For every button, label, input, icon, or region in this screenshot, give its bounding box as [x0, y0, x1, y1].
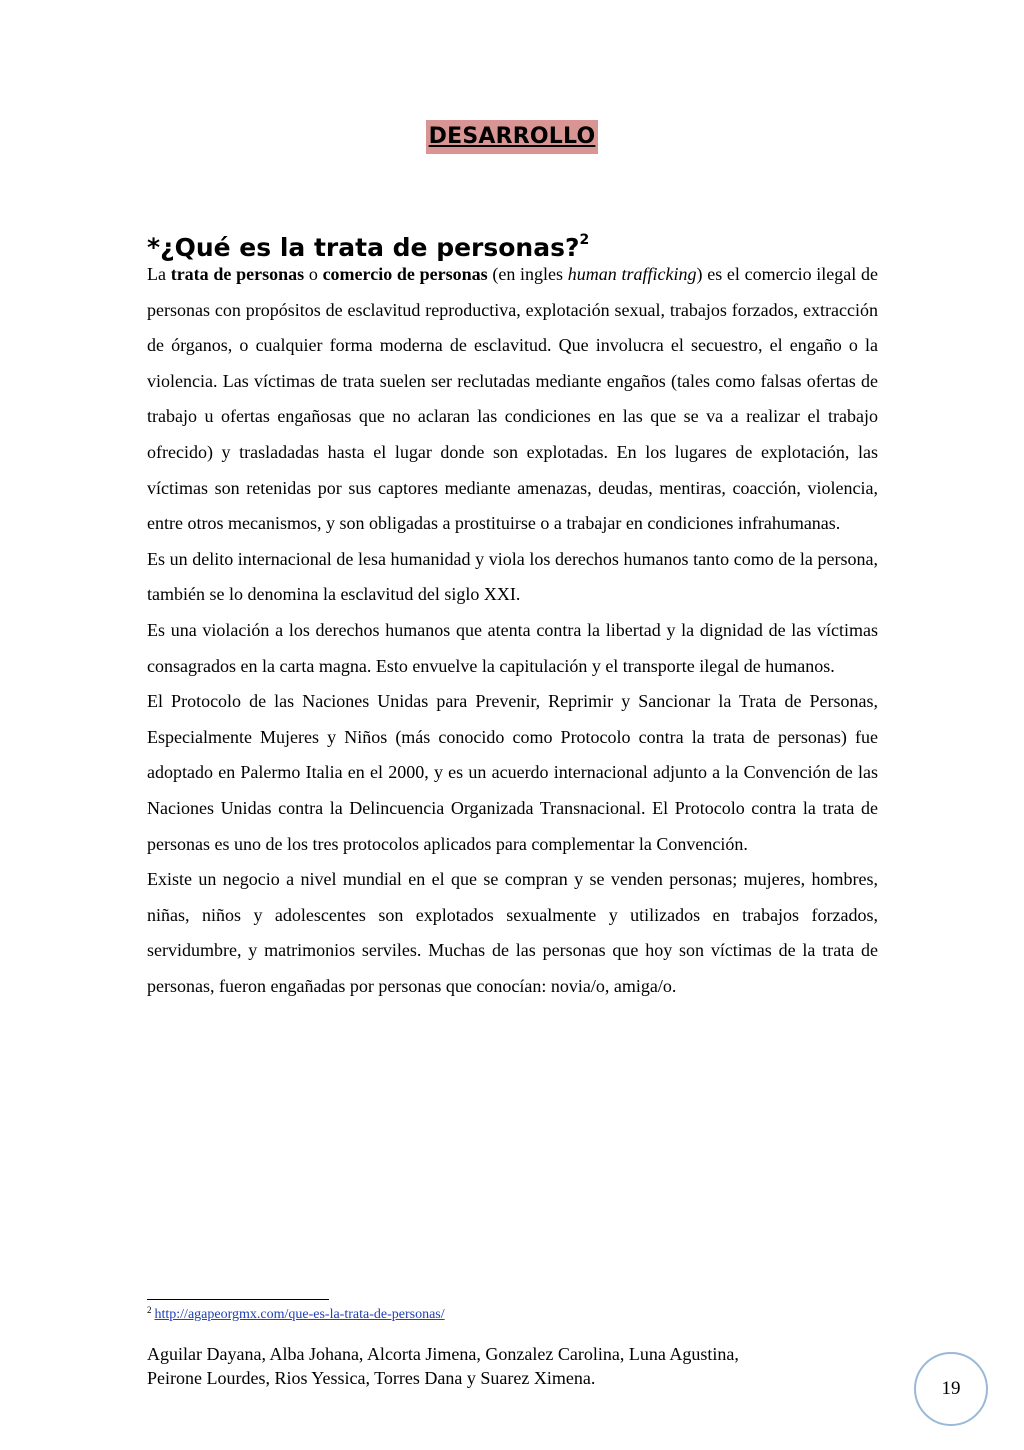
question-text: *¿Qué es la trata de personas?	[147, 233, 580, 262]
section-heading: DESARROLLO	[426, 120, 599, 154]
authors-footer	[147, 1342, 867, 1390]
p1-text-3: (en ingles	[487, 264, 568, 284]
body-text	[147, 257, 878, 1004]
term-english: human trafficking	[567, 264, 697, 284]
authors-line-2: Peirone Lourdes, Rios Yessica, Torres Dana y Suarez Ximena.	[147, 1368, 596, 1388]
term-comercio: comercio de personas	[322, 264, 488, 284]
footnote	[147, 1305, 445, 1323]
paragraph-delito: Es un delito internacional de lesa humanidad y viola los derechos humanos tanto como de la persona, también se lo denomina la esclavitud del siglo XXI.	[147, 548, 878, 605]
footnote-reference: 2	[579, 232, 590, 248]
footnote-divider	[147, 1299, 329, 1300]
paragraph-definition	[147, 257, 878, 542]
paragraph-protocolo: El Protocolo de las Naciones Unidas para Prevenir, Reprimir y Sancionar la Trata de Personas, Especialmente Mujeres y Niños (más conocido como Protocolo contra la trata de personas) fue adoptado en Palermo Italia en el 2000, y es un acuerdo internacional adjunto a la Convención de las Naciones Unidas contra la Delincuencia Organizada Transnacional. El Protocolo contra la trata de personas es uno de los tres protocolos aplicados para complementar la Convención.	[147, 691, 878, 854]
paragraph-negocio: Existe un negocio a nivel mundial en el que se compran y se venden personas; mujeres, hombres, niñas, niños y adolescentes son explotados sexualmente y utilizados en trabajos forzados, servidumbre, y matrimonios serviles. Muchas de las personas que hoy son víctimas de la trata de personas, fueron engañadas por personas que conocían: novia/o, amiga/o.	[147, 869, 878, 996]
section-heading-container	[0, 120, 1024, 154]
term-trata: trata de personas	[170, 264, 305, 284]
footnote-link[interactable]: http://agapeorgmx.com/que-es-la-trata-de-personas/	[154, 1307, 445, 1322]
p1-text-1: La	[147, 264, 171, 284]
p1-text-4: ) es el comercio ilegal de personas con propósitos de esclavitud reproductiva, explotación sexual, trabajos forzados, extracción de órganos, o cualquier forma moderna de esclavitud. Que involucra el secuestro, el engaño o la violencia. Las víctimas de trata suelen ser reclutadas mediante engaños (tales como falsas ofertas de trabajo u ofertas engañosas que no aclaran las condiciones en las que se va a realizar el trabajo ofrecido) y trasladadas hasta el lugar donde son explotadas. En los lugares de explotación, las víctimas son retenidas por sus captores mediante amenazas, deudas, mentiras, coacción, violencia, entre otros mecanismos, y son obligadas a prostituirse o a trabajar en condiciones infrahumanas.	[147, 264, 878, 534]
authors-line-1: Aguilar Dayana, Alba Johana, Alcorta Jimena, Gonzalez Carolina, Luna Agustina,	[147, 1344, 739, 1364]
page-number-badge	[914, 1352, 988, 1426]
page-number: 19	[941, 1378, 961, 1399]
p1-text-2: o	[304, 264, 323, 284]
paragraph-violacion: Es una violación a los derechos humanos que atenta contra la libertad y la dignidad de las víctimas consagrados en la carta magna. Esto envuelve la capitulación y el transporte ilegal de humanos.	[147, 619, 878, 676]
footnote-number: 2	[147, 1305, 152, 1315]
